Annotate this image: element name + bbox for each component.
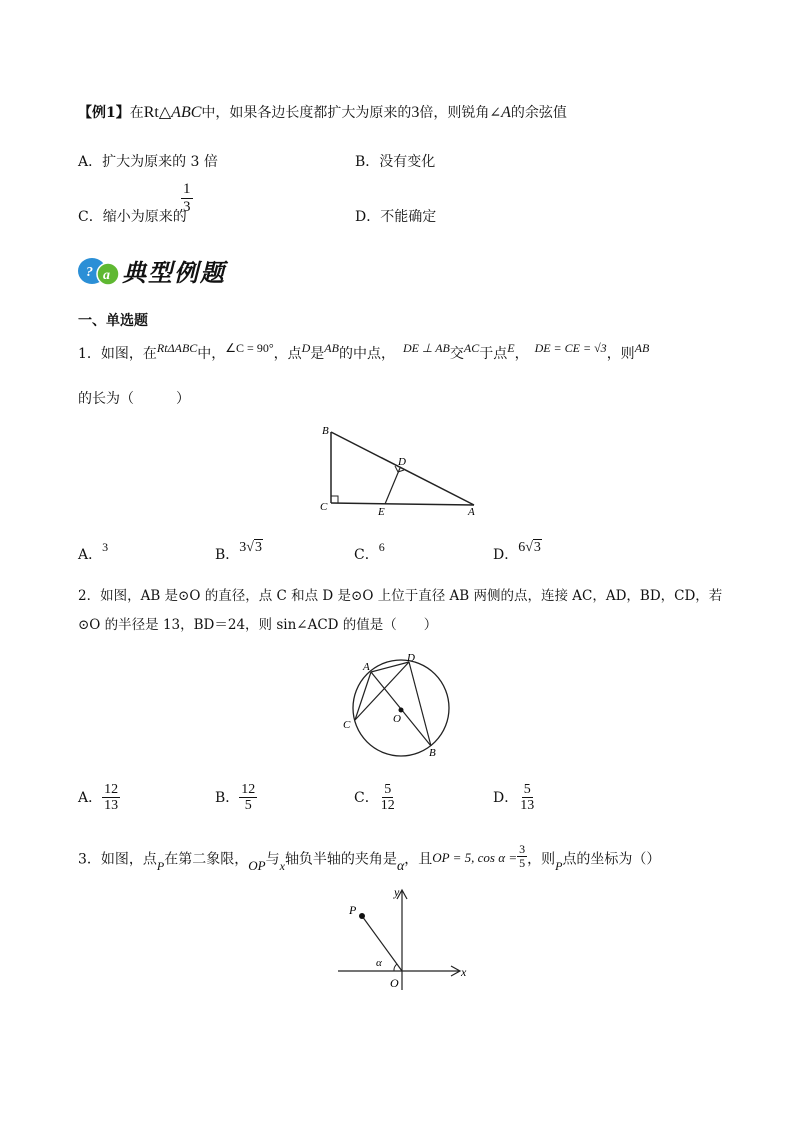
- label-x: x: [461, 965, 467, 979]
- label-b: B: [429, 747, 436, 759]
- example-tag: 【例1】: [78, 105, 130, 121]
- label-d: D: [398, 456, 406, 468]
- question-1-line1: 1．如图，在RtΔABC中，∠C = 90°，点D是AB的中点， DE ⊥ AB交AC于点E， DE = CE = √3，则AB: [78, 341, 650, 362]
- banner-title: 典型例题: [122, 259, 226, 287]
- label-o: O: [390, 976, 399, 990]
- label-a: A: [468, 506, 475, 518]
- example1-option-d: D．不能确定: [355, 209, 437, 225]
- label-c: C: [320, 501, 328, 513]
- q2-circle-figure: [335, 650, 465, 765]
- example1-option-a: A．扩大为原来的 3 倍: [78, 154, 218, 170]
- label-alpha: α: [376, 957, 382, 969]
- q2-option-b: B． $\frac{12}{5}$: [215, 782, 256, 814]
- svg-text:a: a: [103, 268, 110, 283]
- label-p: P: [349, 903, 357, 917]
- question-3: 3．如图，点P在第二象限，OP与x轴负半轴的夹角是α，且OP = 5, cos α = $\frac{3}{5}$ ，则P点的坐标为（）: [78, 842, 661, 874]
- q1-option-c: C．6: [354, 540, 385, 563]
- example1-option-c: C．缩小为原来的: [78, 209, 187, 225]
- q1-option-d: D．6√3: [493, 540, 541, 563]
- example1-question: 【例1】在Rt△ABC中，如果各边长度都扩大为原来的3倍，则锐角∠A的余弦值: [78, 104, 567, 121]
- q2-option-a: A． $\frac{12}{13}$: [78, 782, 119, 814]
- question-1-line2: 的长为（ ）: [78, 391, 190, 407]
- q1-option-a: A．3: [78, 540, 109, 563]
- q2-option-d: D． $\frac{5}{13}$: [493, 782, 535, 814]
- q3-axis-figure: [335, 885, 475, 995]
- example1-option-c-fraction: $\frac{1}{3}$: [183, 181, 191, 215]
- section-title: 一、单选题: [78, 313, 148, 329]
- q1-option-b: B．3√3: [215, 540, 262, 563]
- example1-option-b: B．没有变化: [355, 154, 436, 170]
- label-y: y: [394, 885, 400, 899]
- section-banner: [76, 254, 246, 290]
- label-b: B: [322, 425, 329, 437]
- label-o: O: [393, 713, 401, 725]
- label-d: D: [407, 652, 415, 664]
- svg-text:?: ?: [86, 265, 93, 280]
- label-e: E: [378, 506, 385, 518]
- question-2-line2: ⊙O 的半径是 13，BD＝24，则 sin∠ACD 的值是（ ）: [78, 617, 438, 633]
- label-c: C: [343, 719, 351, 731]
- label-a: A: [363, 661, 370, 673]
- banner-graphic: [76, 254, 246, 290]
- question-2-line1: 2．如图，AB 是⊙O 的直径，点 C 和点 D 是⊙O 上位于直径 AB 两侧的点，连接 AC，AD，BD，CD，若: [78, 588, 723, 604]
- q2-option-c: C． $\frac{5}{12}$: [354, 782, 395, 814]
- q1-triangle-figure: [310, 418, 490, 518]
